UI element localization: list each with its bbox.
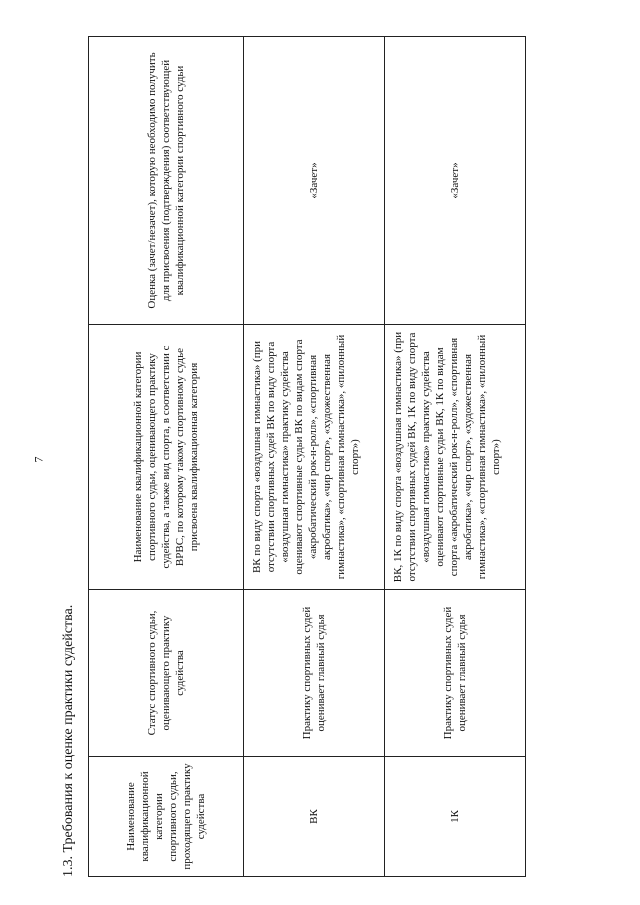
page-number: 7 (31, 456, 46, 463)
row-status: Практику спортивных судей оценивает главный судья (385, 590, 526, 757)
row-category: 1К (385, 757, 526, 877)
header-cell-qualification: Наименование квалификационной категории спортивного судьи, оценивающего практику судейства, а также вид спорта, в соответствии с ВРВС, по которому такому спортивному судье присвоена квалификационная категория (89, 325, 244, 590)
table-row (385, 37, 526, 877)
rotated-content (60, 37, 530, 877)
header-cell-status: Статус спортивного судьи, оценивающего практику судейства (89, 590, 244, 757)
row-grade: «Зачет» (244, 37, 385, 325)
header-cell-grade: Оценка (зачет/незачет), которую необходимо получить для присвоения (подтверждения) соответствующей квалификационной категории спортивного судьи (89, 37, 244, 325)
row-qualification: ВК по виду спорта «воздушная гимнастика» (при отсутствии спортивных судей ВК по виду спорта «воздушная гимнастика» практику судейства оценивают спортивные судьи ВК по видам спорта «акробатический рок-н-ролл», «спортивная акробатика», «чир спорт», «художественная гимнастика», «спортивная гимнастика», «пилонный спорт») (244, 325, 385, 590)
row-grade: «Зачет» (385, 37, 526, 325)
table-row (244, 37, 385, 877)
row-qualification: ВК, 1К по виду спорта «воздушная гимнастика» (при отсутствии спортивных судей ВК, 1К по виду спорта «воздушная гимнастика» практику судейства оценивают спортивные судьи ВК, 1К по видам спорта «акробатический рок-н-ролл», «спортивная акробатика», «чир спорт», «художественная гимнастика», «спортивная гимнастика», «пилонный спорт») (385, 325, 526, 590)
judging-requirements-table (88, 36, 526, 877)
row-status: Практику спортивных судей оценивает главный судья (244, 590, 385, 757)
section-title: 1.3. Требования к оценке практики судейства. (61, 604, 76, 877)
header-cell-category: Наименование квалификационной категории спортивного судьи, проходящего практику судейства (89, 757, 244, 877)
table-header-row (89, 37, 244, 877)
row-category: ВК (244, 757, 385, 877)
